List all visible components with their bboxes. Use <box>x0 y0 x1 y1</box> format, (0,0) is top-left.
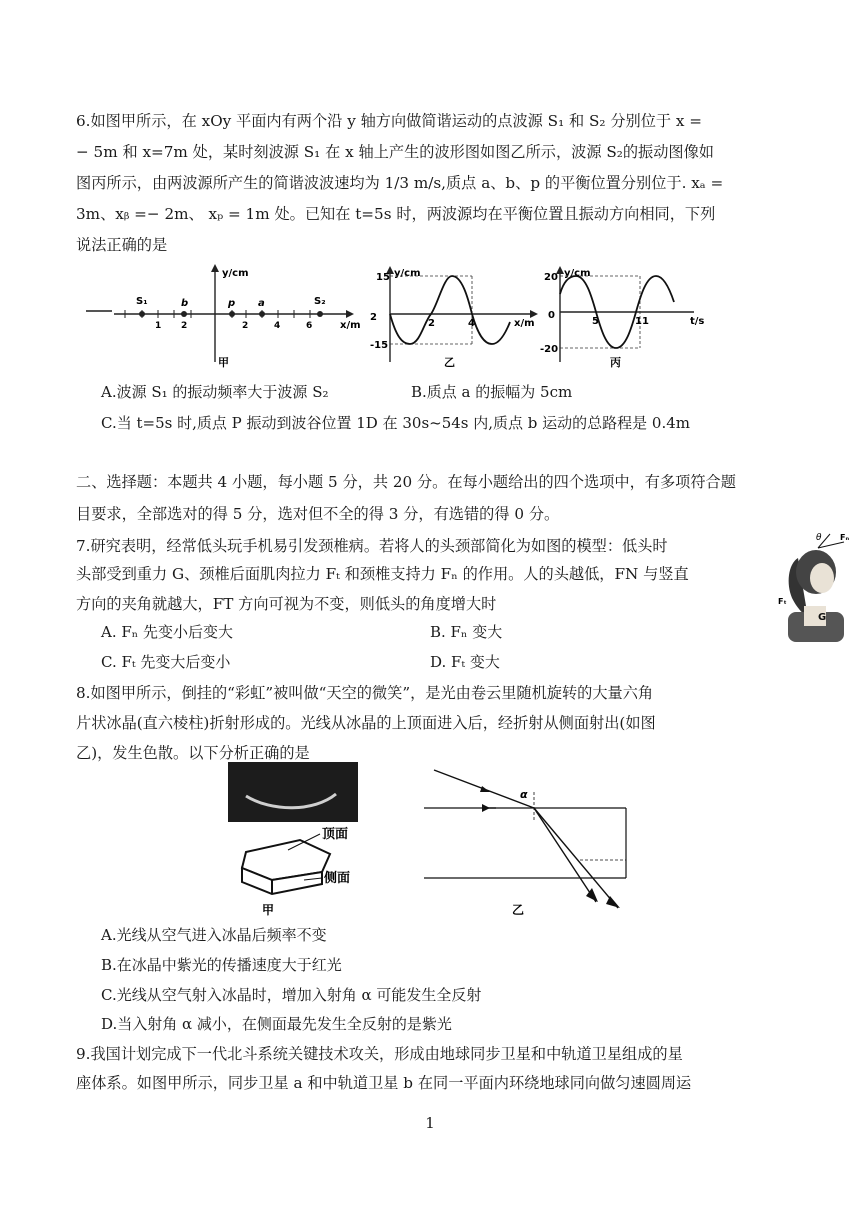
section2-line-2: 目要求，全部选对的得 5 分，选对但不全的得 3 分，有选错的得 0 分。 <box>76 505 560 523</box>
q6-option-a: A.波源 S₁ 的振动频率大于波源 S₂ <box>101 383 329 401</box>
bing-figure-label: 丙 <box>610 356 621 369</box>
q6-line-4: 3m、xᵦ =− 2m、 xₚ = 1m 处。已知在 t=5s 时，两波源均在平衡位置且振动方向相同，下列 <box>76 205 716 223</box>
q8-option-a: A.光线从空气进入冰晶后频率不变 <box>101 926 327 944</box>
q6-line-2: − 5m 和 x=7m 处，某时刻波源 S₁ 在 x 轴上产生的波形图如图乙所示，波源 S₂的振动图像如 <box>76 143 714 161</box>
q8-figure-yi <box>420 762 640 920</box>
jia-tick-2a: 2 <box>181 321 188 331</box>
q7-g-label: G <box>818 612 827 623</box>
jia-point-a: a <box>258 298 265 309</box>
jia-x-label: x/m <box>340 320 361 331</box>
bing-tick-5: 5 <box>592 316 599 327</box>
q8-alpha-label: α <box>520 788 528 801</box>
jia-point-b: b <box>181 298 189 309</box>
jia-tick-4: 4 <box>274 321 281 331</box>
q7-option-d: D. Fₜ 变大 <box>430 653 500 671</box>
q6-line-3: 图丙所示，由两波源所产生的简谐波波速均为 1/3 m/s,质点 a、b、p 的平衡位置分别位于. xₐ = <box>76 174 724 192</box>
q6-option-b: B.质点 a 的振幅为 5cm <box>411 383 573 401</box>
q8-option-b: B.在冰晶中紫光的传播速度大于红光 <box>101 956 342 974</box>
jia-y-label: y/cm <box>222 268 249 279</box>
q8-figure-jia <box>228 762 384 920</box>
q7-theta-label: θ <box>816 533 822 543</box>
q6-option-cd: C.当 t=5s 时,质点 P 振动到波谷位置 1D 在 30s~54s 内,质点 b 运动的总路程是 0.4m <box>101 414 691 432</box>
q7-option-c: C. Fₜ 先变大后变小 <box>101 653 231 671</box>
bing-y-label: y/cm <box>564 268 591 279</box>
yi-y-bottom: -15 <box>370 340 389 351</box>
jia-point-s1: S₁ <box>136 296 148 307</box>
yi-figure-label: 乙 <box>444 356 455 369</box>
bing-y-bottom: -20 <box>540 344 559 355</box>
q7-option-a: A. Fₙ 先变小后变大 <box>101 623 234 641</box>
q7-ft-label: Fₜ <box>778 597 787 606</box>
q8-yi-figure-label: 乙 <box>512 903 525 917</box>
page-number: 1 <box>425 1114 435 1132</box>
yi-tick-2: 2 <box>428 318 435 329</box>
q8-line-3: 乙)，发生色散。以下分析正确的是 <box>76 744 310 762</box>
bing-x-label: t/s <box>690 316 705 327</box>
bing-tick-11: 11 <box>635 316 649 327</box>
q8-line-2: 片状冰晶(直六棱柱)折射形成的。光线从冰晶的上顶面进入后，经折射从侧面射出(如图 <box>76 714 656 732</box>
q8-option-c: C.光线从空气射入冰晶时，增加入射角 α 可能发生全反射 <box>101 986 482 1004</box>
q6-figure-yi <box>364 262 540 374</box>
yi-y-top: 15 <box>376 272 390 283</box>
yi-x-label: x/m <box>514 318 535 329</box>
bing-y-top: 20 <box>544 272 558 283</box>
q8-jia-figure-label: 甲 <box>262 903 275 917</box>
q8-top-label: 顶面 <box>322 827 349 842</box>
yi-y-label: y/cm <box>394 268 421 279</box>
jia-figure-label: 甲 <box>218 356 229 369</box>
q7-option-b: B. Fₙ 变大 <box>430 623 503 641</box>
jia-tick-6: 6 <box>306 321 313 331</box>
jia-tick-1: 1 <box>155 321 162 331</box>
q6-line-1: 6.如图甲所示，在 xOy 平面内有两个沿 y 轴方向做简谐运动的点波源 S₁ 和 S₂ 分别位于 x = <box>76 112 703 130</box>
q7-line-3: 方向的夹角就越大，FT 方向可视为不变，则低头的角度增大时 <box>76 595 497 613</box>
q6-line-5: 说法正确的是 <box>76 236 168 254</box>
q8-line-1: 8.如图甲所示，倒挂的“彩虹”被叫做“天空的微笑”，是光由卷云里随机旋转的大量六角 <box>76 684 654 702</box>
yi-tick-4: 4 <box>468 318 475 329</box>
section2-line-1: 二、选择题：本题共 4 小题，每小题 5 分，共 20 分。在每小题给出的四个选项中，有多项符合题 <box>76 473 736 491</box>
q6-figure-bing <box>540 262 710 374</box>
yi-tick-origin: 2 <box>370 312 377 323</box>
q7-line-1: 7.研究表明，经常低头玩手机易引发颈椎病。若将人的头颈部简化为如图的模型：低头时 <box>76 537 668 555</box>
q8-option-d: D.当入射角 α 减小，在侧面最先发生全反射的是紫光 <box>101 1015 452 1033</box>
q9-line-2: 座体系。如图甲所示，同步卫星 a 和中轨道卫星 b 在同一平面内环绕地球同向做匀速圆周运 <box>76 1074 692 1092</box>
q7-line-2: 头部受到重力 G、颈椎后面肌肉拉力 Fₜ 和颈椎支持力 Fₙ 的作用。人的头越低，FN 与竖直 <box>76 565 689 583</box>
q9-line-1: 9.我国计划完成下一代北斗系统关键技术攻关，形成由地球同步卫星和中轨道卫星组成的星 <box>76 1045 683 1063</box>
q7-fn-label: Fₙ <box>840 533 850 542</box>
jia-point-p: p <box>228 298 236 309</box>
q7-head-figure <box>778 528 854 644</box>
jia-tick-2b: 2 <box>242 321 249 331</box>
q6-figure-jia <box>84 262 364 374</box>
q8-side-label: 侧面 <box>324 871 351 886</box>
jia-point-s2: S₂ <box>314 296 326 307</box>
bing-tick-0: 0 <box>548 310 555 321</box>
